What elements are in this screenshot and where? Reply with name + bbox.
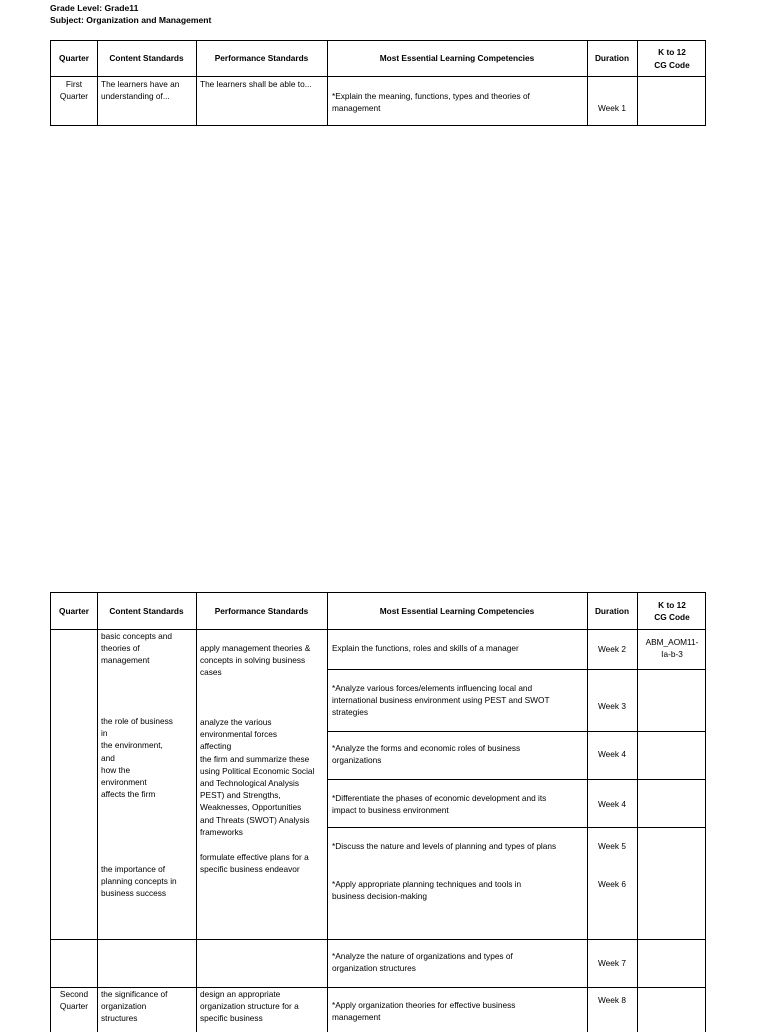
performance-standard: design an appropriate organization structure for a specific business xyxy=(200,989,299,1024)
header-performance-standards: Performance Standards xyxy=(214,53,309,64)
melc-row: *Differentiate the phases of economic development and its impact to business environment xyxy=(332,793,547,816)
cell-content-standard: The learners have an understanding of... xyxy=(101,79,180,102)
content-standard: basic concepts and theories of management xyxy=(101,631,173,666)
header-duration: Duration xyxy=(594,605,630,616)
curriculum-table-2 xyxy=(50,592,706,1032)
cell-quarter: Second Quarter xyxy=(59,989,89,1012)
content-standard: the role of business in the environment, and how the environment affects the firm xyxy=(101,716,173,800)
duration-cell: Week 6 xyxy=(598,879,626,889)
header-quarter: Quarter xyxy=(59,605,89,616)
melc-row: *Apply organization theories for effective business management xyxy=(332,1000,516,1023)
content-standard: the significance of organization structures xyxy=(101,989,168,1024)
melc-row: *Analyze the nature of organizations and types of organization structures xyxy=(332,951,513,974)
duration-cell: Week 8 xyxy=(598,995,626,1005)
duration-cell: Week 4 xyxy=(598,799,626,809)
duration-cell: Week 4 xyxy=(598,749,626,759)
melc-row: Explain the functions, roles and skills of a manager xyxy=(332,643,519,653)
duration-cell: Week 3 xyxy=(598,701,626,711)
header-cg-code: K to 12 CG Code xyxy=(654,47,690,70)
performance-standard: analyze the various environmental forces affecting the firm and summarize these using Political Economic Social and Technological Analysis PEST) and Strengths, Weaknesses, Opportunities and Threats (SWOT) Analysis frameworks xyxy=(200,717,315,837)
performance-standard: formulate effective plans for a specific business endeavor xyxy=(200,852,309,875)
subject-title: Subject: Organization and Management xyxy=(50,15,212,25)
duration-cell: Week 2 xyxy=(598,644,626,654)
melc-row: *Apply appropriate planning techniques and tools in business decision-making xyxy=(332,879,522,902)
cg-code-cell: ABM_AOM11- Ia-b-3 xyxy=(645,637,699,660)
cell-performance-standard: The learners shall be able to... xyxy=(200,79,312,89)
cell-melc: *Explain the meaning, functions, types and theories of management xyxy=(332,91,530,114)
header-duration: Duration xyxy=(594,53,630,64)
performance-standard: apply management theories & concepts in solving business cases xyxy=(200,643,311,678)
header-melc: Most Essential Learning Competencies xyxy=(379,53,535,64)
content-standard: the importance of planning concepts in business success xyxy=(101,864,177,899)
header-cg-code: K to 12 CG Code xyxy=(654,599,690,622)
duration-cell: Week 5 xyxy=(598,841,626,851)
header-content-standards: Content Standards xyxy=(109,53,184,64)
curriculum-table-1 xyxy=(50,40,706,126)
header-melc: Most Essential Learning Competencies xyxy=(379,605,535,616)
header-content-standards: Content Standards xyxy=(109,605,184,616)
cell-duration: Week 1 xyxy=(598,103,626,113)
header-quarter: Quarter xyxy=(59,53,89,64)
melc-row: *Discuss the nature and levels of planning and types of plans xyxy=(332,841,557,851)
duration-cell: Week 7 xyxy=(598,958,626,968)
grade-level: Grade Level: Grade11 xyxy=(50,3,139,13)
cell-quarter: First Quarter xyxy=(59,79,89,102)
melc-row: *Analyze various forces/elements influencing local and international business environment using PEST and SWOT strategies xyxy=(332,683,550,718)
melc-row: *Analyze the forms and economic roles of business organizations xyxy=(332,743,521,766)
header-performance-standards: Performance Standards xyxy=(214,605,309,616)
